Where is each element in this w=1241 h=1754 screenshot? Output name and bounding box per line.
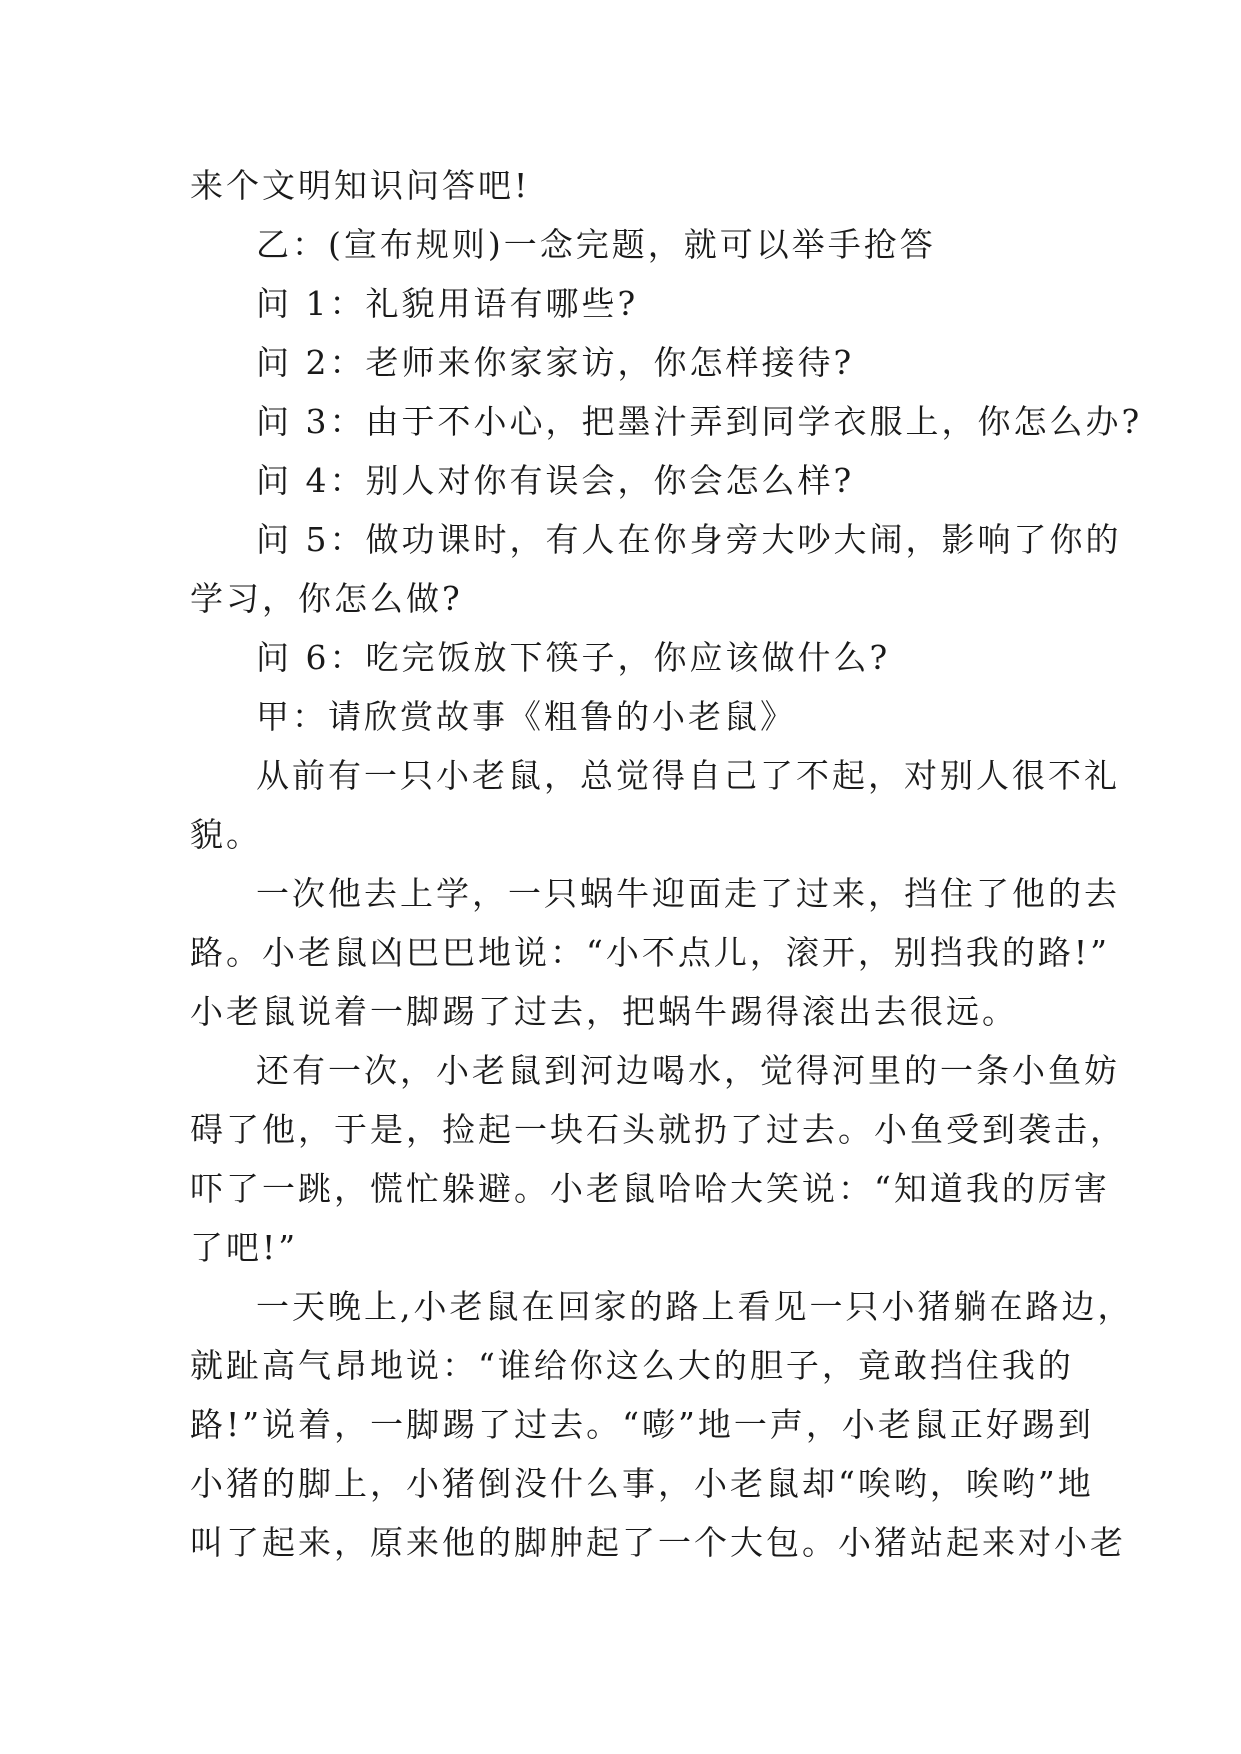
text-line-story-intro: 甲：请欣赏故事《粗鲁的小老鼠》 xyxy=(256,697,796,736)
text-line-story-p4-cont-4: 叫了起来，原来他的脚肿起了一个大包。小猪站起来对小老 xyxy=(190,1523,1126,1562)
text-line-story-p2-cont-1: 路。小老鼠凶巴巴地说：“小不点儿，滚开，别挡我的路!” xyxy=(190,933,1111,972)
text-line-story-p3-cont-2: 吓了一跳，慌忙躲避。小老鼠哈哈大笑说：“知道我的厉害 xyxy=(190,1169,1110,1208)
text-line-question-3: 问 3：由于不小心，把墨汁弄到同学衣服上，你怎么办? xyxy=(256,402,1143,441)
text-line-quiz-intro: 来个文明知识问答吧! xyxy=(190,166,531,205)
text-line-rules: 乙：(宣布规则)一念完题，就可以举手抢答 xyxy=(256,225,936,264)
text-line-story-p2: 一次他去上学，一只蜗牛迎面走了过来，挡住了他的去 xyxy=(256,874,1120,913)
document-body xyxy=(190,156,1143,1572)
text-line-story-p3-cont-1: 碍了他，于是，捡起一块石头就扔了过去。小鱼受到袭击， xyxy=(190,1110,1126,1149)
text-line-story-p3-cont-3: 了吧!” xyxy=(190,1228,299,1267)
text-line-story-p4-cont-1: 就趾高气昂地说：“谁给你这么大的胆子，竟敢挡住我的 xyxy=(190,1346,1074,1385)
text-line-question-1: 问 1：礼貌用语有哪些? xyxy=(256,284,639,323)
text-line-question-2: 问 2：老师来你家家访，你怎样接待? xyxy=(256,343,855,382)
text-line-story-p1-cont: 貌。 xyxy=(190,815,262,854)
text-line-story-p3: 还有一次，小老鼠到河边喝水，觉得河里的一条小鱼妨 xyxy=(256,1051,1120,1090)
text-line-story-p4-cont-3: 小猪的脚上，小猪倒没什么事，小老鼠却“唉哟，唉哟”地 xyxy=(190,1464,1094,1503)
text-line-question-5-cont: 学习，你怎么做? xyxy=(190,579,463,618)
text-line-question-6: 问 6：吃完饭放下筷子，你应该做什么? xyxy=(256,638,891,677)
text-line-story-p4-cont-2: 路!”说着，一脚踢了过去。“嘭”地一声，小老鼠正好踢到 xyxy=(190,1405,1094,1444)
text-line-story-p2-cont-2: 小老鼠说着一脚踢了过去，把蜗牛踢得滚出去很远。 xyxy=(190,992,1018,1031)
text-line-question-5: 问 5：做功课时，有人在你身旁大吵大闹，影响了你的 xyxy=(256,520,1122,559)
text-line-story-p1: 从前有一只小老鼠，总觉得自己了不起，对别人很不礼 xyxy=(256,756,1120,795)
text-line-story-p4: 一天晚上,小老鼠在回家的路上看见一只小猪躺在路边， xyxy=(256,1287,1134,1326)
text-line-question-4: 问 4：别人对你有误会，你会怎么样? xyxy=(256,461,855,500)
